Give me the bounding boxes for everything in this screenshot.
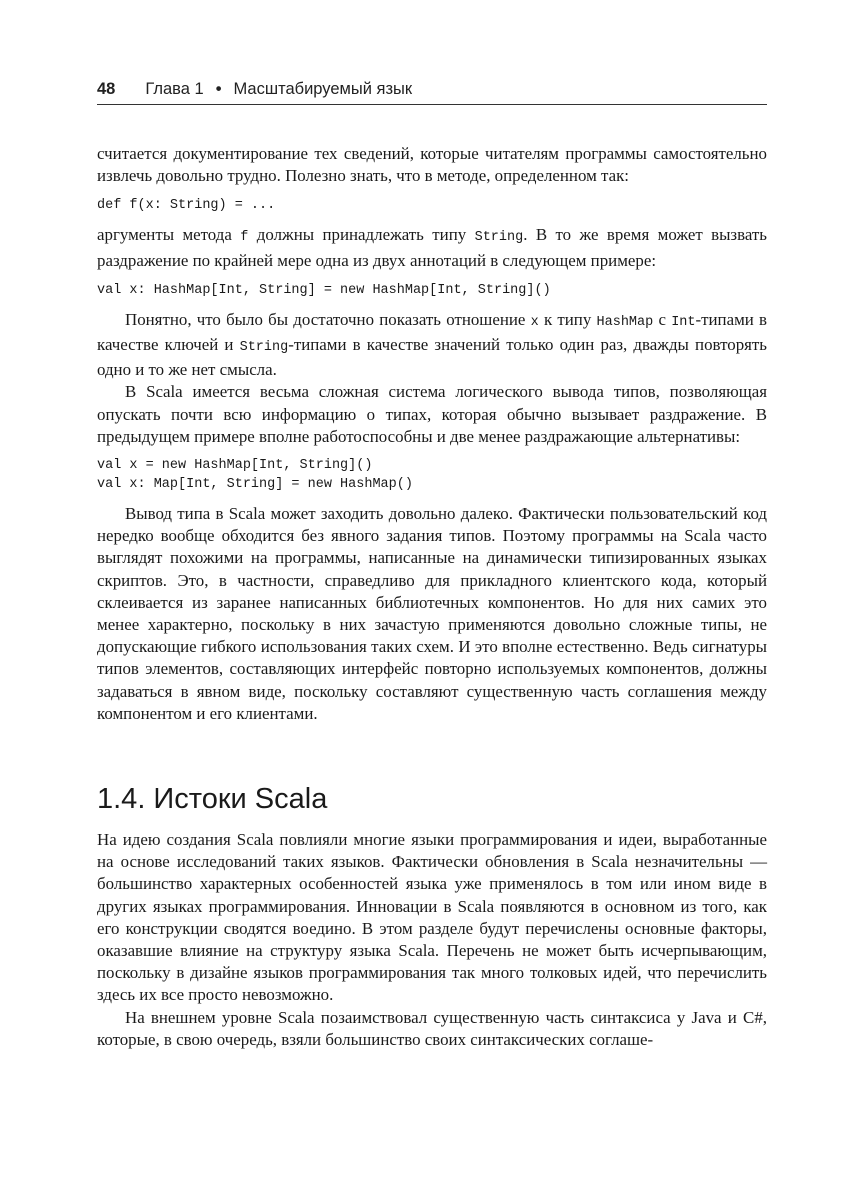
code-line: val x: Map[Int, String] = new HashMap() (97, 477, 413, 493)
paragraph-5: Вывод типа в Scala может заходить довольно далеко. Фактически пользовательский код нередко вообще обходится без явного задания типов. Поэтому программы на Scala часто выглядят похожими на программы, написанные на динамически типизированных языках скриптов. Это, в частности, справедливо для прикладного клиентского кода, который склеивается из заранее написанных библиотечных компонентов. Но для них самих это менее характерно, поскольку в них зачастую применяются довольно сложные типы, не допускающие гибкого использования таких схем. И это вполне естественно. Ведь сигнатуры типов элементов, составляющих интерфейс повторно используемых компонентов, должны задаваться в явном виде, поскольку составляют существенную часть соглашения между компонентом и его клиентами. (97, 504, 767, 723)
code-block-1: def f(x: String) = ... (97, 198, 276, 214)
paragraph-1: считается документирование тех сведений, которые читателям программы самостоятельно извлечь довольно трудно. Полезно знать, что в методе, определенном так: (97, 144, 767, 186)
inline-code: String (474, 230, 524, 246)
section-heading: 1.4. Истоки Scala (97, 783, 328, 816)
running-head (97, 80, 767, 104)
page-number: 48 (97, 80, 116, 98)
inline-code: String (239, 340, 289, 356)
page-body (97, 143, 767, 1051)
paragraph-4: В Scala имеется весьма сложная система логического вывода типов, позволяющая опускать почти всю информацию о типах, которая обычно вызывает раздражение. В предыдущем примере вполне работоспособны и две менее раздражающие альтернативы: (97, 382, 767, 446)
paragraph-2: аргументы метода f должны принадлежать типу String. В то же время может вызвать раздражение по крайней мере одна из двух аннотаций в следующем примере: (97, 225, 767, 270)
code-block-3 (97, 456, 767, 494)
paragraph-6: На идею создания Scala повлияли многие языки программирования и идеи, выработанные на основе исследований таких языков. Фактически обновления в Scala незначительны — большинство характерных особенностей языка уже применялось в том или ином виде в других языках программирования. Инновации в Scala появляются в основном из того, как его конструкции сводятся воедино. В этом разделе будут перечислены основные факторы, оказавшие влияние на структуру языка Scala. Перечень не может быть исчерпывающим, поскольку в дизайне языков программирования так много толковых идей, что перечислить здесь их все просто невозможно. (97, 830, 767, 1005)
code-block-2: val x: HashMap[Int, String] = new HashMap[Int, String]() (97, 282, 551, 298)
inline-code: x (530, 314, 539, 330)
paragraph-7: На внешнем уровне Scala позаимствовал существенную часть синтаксиса у Java и C#, которые, в свою очередь, взяли большинство своих синтаксических соглаше- (97, 1007, 767, 1049)
paragraph-3: Понятно, что было бы достаточно показать отношение x к типу HashMap с Int-типами в качестве ключей и String-типами в качестве значений только один раз, дважды повторять одно и то же нет смысла. (97, 309, 768, 380)
code-line: val x = new HashMap[Int, String]() (97, 458, 373, 474)
inline-code: HashMap (596, 314, 654, 330)
inline-code: Int (671, 314, 696, 330)
chapter-title: Масштабируемый язык (233, 80, 413, 98)
bullet-separator: • (215, 80, 222, 98)
inline-code: f (240, 230, 249, 246)
chapter-label: Глава 1 (145, 80, 204, 98)
header-rule (97, 104, 767, 105)
